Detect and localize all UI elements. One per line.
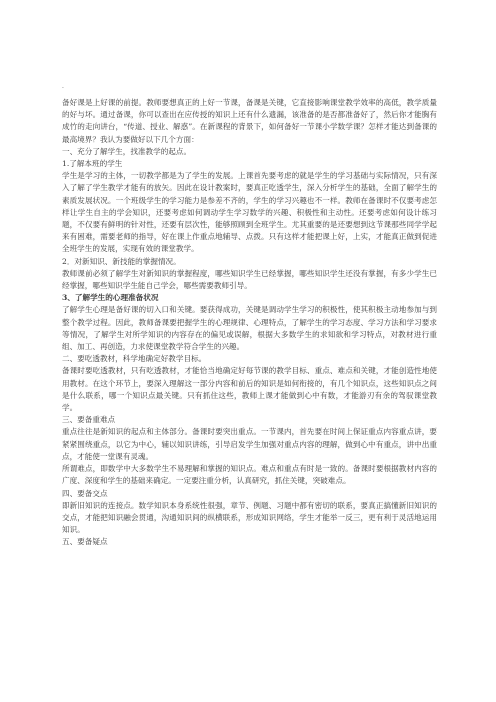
body-paragraph: 即新旧知识的连接点。数学知识本身系统性很强，章节、例题、习题中都有密切的联系，要真正搞懂新旧知识的交点，才能把知识融会贯通，沟通知识间的纵横联系，形成知识网络，学生才能举一反三，更有利于灵活地运用知识。 [62,500,437,535]
section-heading-2: 二、要吃透教材，科学地确定好教学目标。 [62,354,207,364]
body-paragraph: 重点往往是新知识的起点和主体部分。备课时要突出重点。一节课内，首先要在时间上保证重点内容重点讲，要紧紧围绕重点，以它为中心，辅以知识讲练，引导启发学生加强对重点内容的理解，做到心中有重点，讲中出重点，才能使一堂课有灵魂。 [62,427,437,461]
section-heading-5: 五、要备疑点 [62,537,108,547]
subheading-1-1: 1.了解本班的学生 [62,159,123,169]
section-heading-3: 三、要备重难点 [62,415,116,425]
body-paragraph: 学生是学习的主体，一切教学都是为了学生的发展。上课首先要考虑的就是学生的学习基础与实际情况，只有深入了解了学生教学才能有的放矢。因此在设计教案时，要真正吃透学生，深入分析学生的基础，全面了解学生的素质发展状况。一个班级学生的学习能力是参差不齐的，学生的学习兴趣也不一样。教师在备课时不仅要考虑怎样让学生自主的学会知识，还要考虑如何调动学生学习数学的兴趣、积极性和主动性。还要考虑如何设计练习题，不仅要有鲜明的针对性，还要有层次性，能够照顾到全班学生。尤其重要的是还要想到这节课那些同学学起来有困难，需要老师的指导，好在课上作重点地辅导、点拨。只有这样才能把课上好，上实，才能真正做到促进全班学生的发展，实现有效的课堂教学。 [62,171,437,254]
body-paragraph: 备课时要吃透教材，只有吃透教材，才能恰当地确定好每节课的教学目标、重点、难点和关键，才能创造性地使用教材。在这个环节上，要深入理解这一部分内容和前后的知识是如何衔接的，有几个知识点，这些知识点之间是什么联系，哪一个知识点最关键。只有抓住这些，教师上课才能做到心中有数，才能游刃有余的驾驭课堂教学。 [62,366,437,413]
subheading-1-3: 3、了解学生的心理准备状况 [62,293,159,303]
section-heading-1: 一、充分了解学生，找准教学的起点。 [62,146,192,156]
body-paragraph: 所谓难点，即数学中大多数学生不易理解和掌握的知识点。难点和重点有时是一致的。备课时要根据教材内容的广度、深度和学生的基础来确定。一定要注重分析，认真研究，抓住关键，突破难点。 [62,464,437,486]
page-marker: . [62,83,64,90]
section-heading-4: 四、要备交点 [62,488,108,498]
body-paragraph: 了解学生心理是备好课的切入口和关键。要获得成功，关键是调动学生学习的积极性，使其积极主动地参加与到整个教学过程。因此，教师备课要把握学生的心理规律、心理特点，了解学生的学习态度、学习方法和学习要求等情况，了解学生对所学知识的内容存在的偏见或误解，根据大多数学生的求知欲和学习特点，对教材进行重组、加工、再创造，力求使课堂教学符合学生的兴趣。 [62,305,437,352]
body-paragraph: 教师课前必须了解学生对新知识的掌握程度，哪些知识学生已经掌握，哪些知识学生还没有掌握，有多少学生已经掌握，哪些知识学生能自己学会，哪些需要教师引导。 [62,268,437,291]
intro-paragraph: 备好课是上好课的前提。教师要想真正的上好一节课，备课是关键，它直接影响课堂教学效率的高低，教学质量的好与坏。通过备课，你可以查出在应传授的知识上还有什么遗漏，该准备的是否都准备好了，然后你才能胸有成竹的走向讲台，“传道、授业、解惑”。在新课程的背景下，如何备好一节课小学数学课？怎样才能达到备课的最高境界？我认为要做好以下几个方面： [62,98,437,144]
subheading-1-2: 2．对新知识、新技能的掌握情况。 [62,256,181,266]
document-body [62,84,437,549]
